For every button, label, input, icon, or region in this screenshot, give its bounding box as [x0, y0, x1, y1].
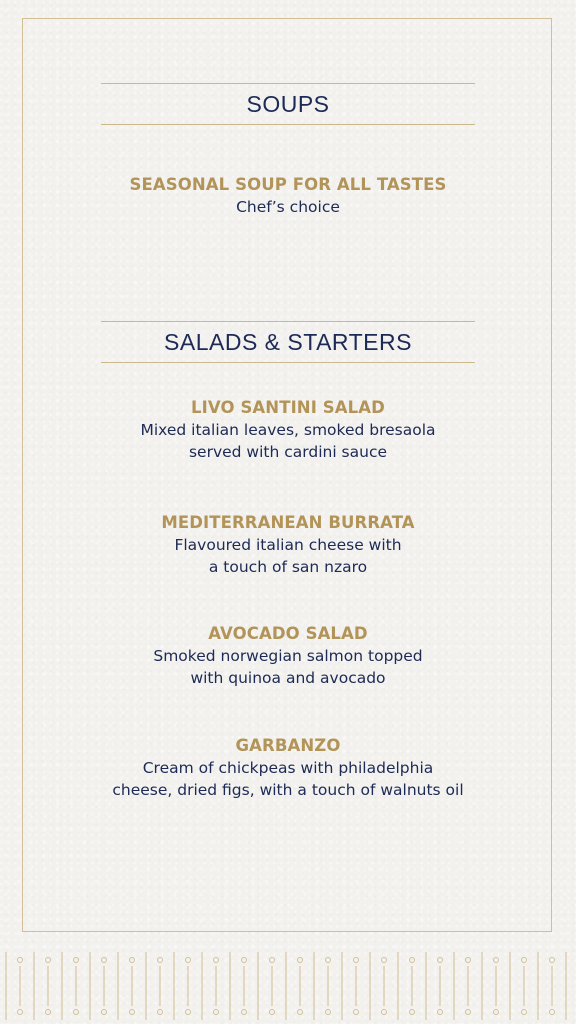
item-name: SEASONAL SOUP FOR ALL TASTES [129, 175, 447, 194]
pattern-dot [242, 1010, 247, 1015]
item-name: AVOCADO SALAD [208, 624, 368, 643]
section-header-soups: SOUPS [101, 83, 475, 125]
pattern-dot [466, 1010, 471, 1015]
pattern-dot [326, 958, 331, 963]
pattern-dot [18, 1010, 23, 1015]
pattern-dot [74, 1010, 79, 1015]
menu-item-seasonal-soup [60, 174, 516, 218]
item-description-line-2: a touch of san nzaro [208, 558, 368, 576]
item-description-line-1: Mixed italian leaves, smoked bresaola [140, 421, 436, 439]
pattern-dot [270, 958, 275, 963]
item-description-line-2: served with cardini sauce [188, 443, 388, 461]
pattern-dot [466, 958, 471, 963]
pattern-dot [130, 1010, 135, 1015]
pattern-dot [438, 1010, 443, 1015]
menu-item-mediterranean-burrata [60, 512, 516, 578]
section-header-salads-starters: SALADS & STARTERS [101, 321, 475, 363]
pattern-dot [74, 958, 79, 963]
menu-item-livo-santini-salad [60, 397, 516, 463]
pattern-dot [494, 958, 499, 963]
pattern-dot [326, 1010, 331, 1015]
pattern-dot [186, 958, 191, 963]
pattern-dot [46, 1010, 51, 1015]
pattern-dot [186, 1010, 191, 1015]
pattern-dot [382, 1010, 387, 1015]
item-name: LIVO SANTINI SALAD [191, 398, 385, 417]
pattern-dot [270, 1010, 275, 1015]
pattern-dot [102, 1010, 107, 1015]
pattern-dot [46, 958, 51, 963]
pattern-dot [158, 958, 163, 963]
pattern-dot [242, 958, 247, 963]
pattern-dot [214, 958, 219, 963]
pattern-dot [410, 1010, 415, 1015]
item-description-line-1: Smoked norwegian salmon topped [153, 647, 423, 665]
item-name: GARBANZO [235, 736, 341, 755]
pattern-dot [382, 958, 387, 963]
pattern-dot [494, 1010, 499, 1015]
pattern-dot [214, 1010, 219, 1015]
decorative-border-pattern [0, 948, 576, 1024]
pattern-dot [438, 958, 443, 963]
menu-item-avocado-salad [60, 623, 516, 689]
pattern-dot [298, 1010, 303, 1015]
pattern-dot [410, 958, 415, 963]
item-description-line-2: cheese, dried figs, with a touch of walnuts oil [112, 781, 464, 799]
pattern-dot [550, 958, 555, 963]
pattern-dot [522, 958, 527, 963]
item-name: MEDITERRANEAN BURRATA [161, 513, 415, 532]
pattern-dot [130, 958, 135, 963]
pattern-dot [550, 1010, 555, 1015]
pattern-dot [522, 1010, 527, 1015]
item-description-line-2: with quinoa and avocado [190, 669, 386, 687]
menu-item-garbanzo [60, 735, 516, 801]
pattern-dot [354, 1010, 359, 1015]
item-description-line-1: Flavoured italian cheese with [174, 536, 402, 554]
pattern-dot [158, 1010, 163, 1015]
pattern-dot [18, 958, 23, 963]
item-description-line-1: Cream of chickpeas with philadelphia [142, 759, 434, 777]
pattern-dot [354, 958, 359, 963]
pattern-dot [102, 958, 107, 963]
pattern-dot [298, 958, 303, 963]
item-description: Chef’s choice [236, 198, 340, 216]
